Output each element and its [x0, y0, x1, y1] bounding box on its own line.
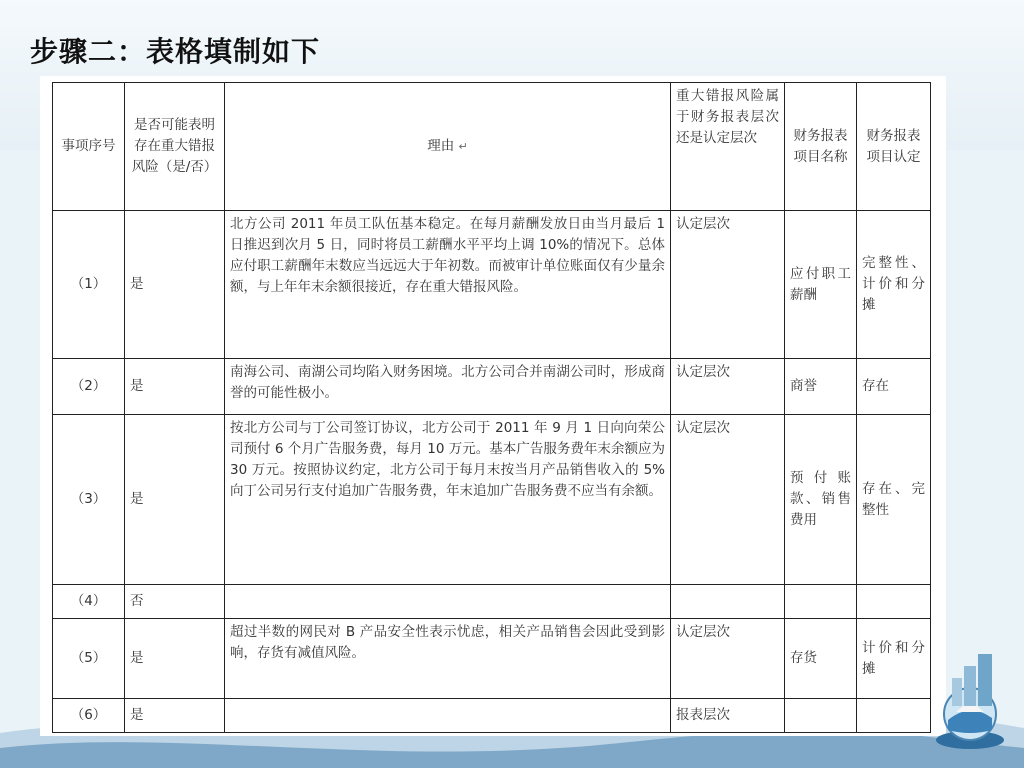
risk-table: [52, 82, 931, 733]
cell-item: 商誉: [785, 359, 857, 415]
cell-assertion: 计价和分摊: [857, 619, 931, 699]
cell-reason: 北方公司 2011 年员工队伍基本稳定。在每月薪酬发放日由当月最后 1 日推迟到次月 5 日，同时将员工薪酬水平平均上调 10%的情况下。总体应付职工薪酬年末数应当远远大于年初数。而被审计单位账面仅有少量余额，与上年年末余额很接近，存在重大错报风险。: [225, 211, 671, 359]
cell-risk: 是: [125, 619, 225, 699]
cell-level: 认定层次: [671, 415, 785, 585]
cell-item: [785, 585, 857, 619]
cell-level: 认定层次: [671, 211, 785, 359]
cell-reason: 超过半数的网民对 B 产品安全性表示忧虑，相关产品销售会因此受到影响，存货有减值风险。: [225, 619, 671, 699]
table-row: [53, 359, 931, 415]
cell-risk: 是: [125, 415, 225, 585]
cell-assertion: [857, 585, 931, 619]
cell-reason: [225, 585, 671, 619]
table-row: [53, 211, 931, 359]
cell-risk: 是: [125, 211, 225, 359]
header-reason: 理由 ↵: [225, 83, 671, 211]
cell-no: （1）: [53, 211, 125, 359]
cell-risk: 是: [125, 699, 225, 733]
landscape-globe-icon: [934, 640, 1006, 752]
cell-level: 认定层次: [671, 359, 785, 415]
cell-assertion: 存在: [857, 359, 931, 415]
header-level: 重大错报风险属于财务报表层次还是认定层次: [671, 83, 785, 211]
cell-no: （4）: [53, 585, 125, 619]
cell-risk: 是: [125, 359, 225, 415]
cell-no: （6）: [53, 699, 125, 733]
table-row: [53, 619, 931, 699]
cell-assertion: 完整性、计价和分摊: [857, 211, 931, 359]
table-row: [53, 699, 931, 733]
header-no: 事项序号: [53, 83, 125, 211]
table-row: [53, 415, 931, 585]
paragraph-mark-icon: ↵: [458, 140, 468, 153]
cell-assertion: 存在、完整性: [857, 415, 931, 585]
document-image: [40, 76, 946, 736]
cell-level: [671, 585, 785, 619]
cell-no: （3）: [53, 415, 125, 585]
cell-reason: [225, 699, 671, 733]
cell-reason: 按北方公司与丁公司签订协议，北方公司于 2011 年 9 月 1 日向向荣公司预付 6 个月广告服务费，每月 10 万元。基本广告服务费年末余额应为 30 万元。按照协议约定，北方公司于每月末按当月产品销售收入的 5%向丁公司另行支付追加广告服务费，年末追加广告服务费不应当有余额。: [225, 415, 671, 585]
cell-level: 认定层次: [671, 619, 785, 699]
header-item: 财务报表项目名称: [785, 83, 857, 211]
slide-title: 步骤二：表格填制如下: [30, 35, 321, 68]
cell-reason: 南海公司、南湖公司均陷入财务困境。北方公司合并南湖公司时，形成商誉的可能性极小。: [225, 359, 671, 415]
header-risk: 是否可能表明存在重大错报风险（是/否）: [125, 83, 225, 211]
cell-assertion: [857, 699, 931, 733]
table-row: [53, 585, 931, 619]
header-assertion: 财务报表项目认定: [857, 83, 931, 211]
table-header-row: [53, 83, 931, 211]
cell-item: [785, 699, 857, 733]
cell-item: 存货: [785, 619, 857, 699]
cell-risk: 否: [125, 585, 225, 619]
cell-level: 报表层次: [671, 699, 785, 733]
cell-item: 预付账款、销售费用: [785, 415, 857, 585]
cell-no: （5）: [53, 619, 125, 699]
cell-item: 应付职工薪酬: [785, 211, 857, 359]
cell-no: （2）: [53, 359, 125, 415]
